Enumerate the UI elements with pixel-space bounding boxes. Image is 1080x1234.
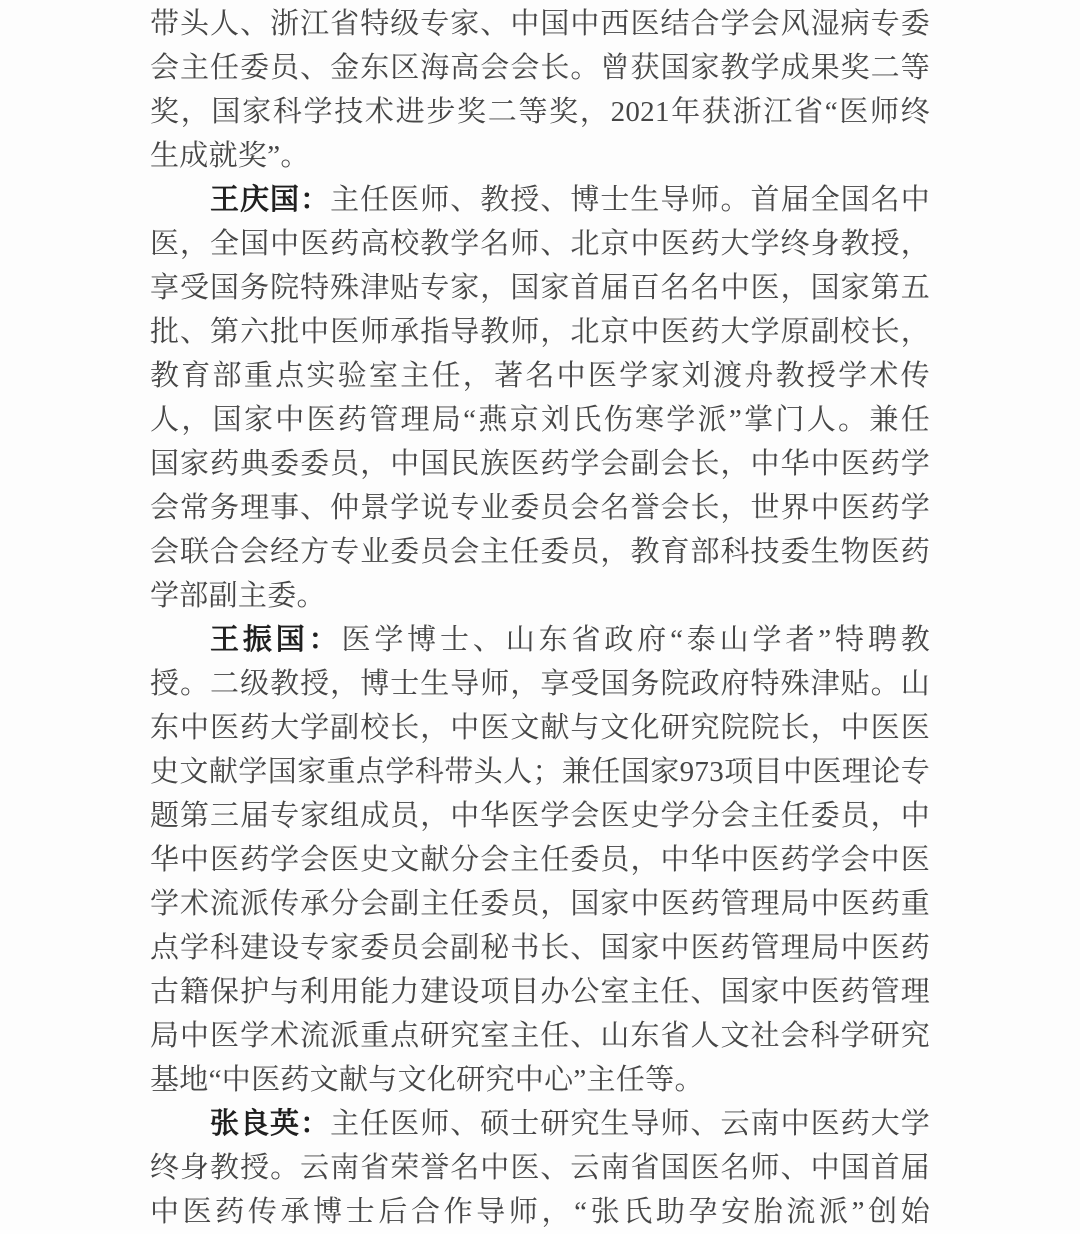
person-name: 张良英： <box>210 1108 331 1140</box>
text-line: 古籍保护与利用能力建设项目办公室主任、国家中医药管理 <box>150 976 930 1008</box>
text-line: 会常务理事、仲景学说专业委员会名誉会长，世界中医药学 <box>150 492 930 524</box>
text-line: 基地“中医药文献与文化研究中心”主任等。 <box>150 1064 704 1096</box>
text-line: 国家药典委委员，中国民族医药学会副会长，中华中医药学 <box>150 448 930 480</box>
text-line: 终身教授。云南省荣誉名中医、云南省国医名师、中国首届 <box>150 1152 930 1184</box>
text-line: 张良英：主任医师、硕士研究生导师、云南中医药大学 <box>210 1108 930 1140</box>
text-line: 享受国务院特殊津贴专家，国家首届百名名中医，国家第五 <box>150 272 930 304</box>
text-line: 带头人、浙江省特级专家、中国中西医结合学会风湿病专委 <box>150 8 930 40</box>
person-name: 王振国： <box>210 624 342 656</box>
text-line: 学部副主委。 <box>150 580 326 612</box>
bio-zhang-liangying <box>150 1102 930 1234</box>
text-line: 中医药传承博士后合作导师，“张氏助孕安胎流派”创始 <box>150 1196 930 1228</box>
text-line: 教育部重点实验室主任，著名中医学家刘渡舟教授学术传 <box>150 360 930 392</box>
text-line: 王庆国：主任医师、教授、博士生导师。首届全国名中 <box>210 184 930 216</box>
text-line: 批、第六批中医师承指导教师，北京中医药大学原副校长， <box>150 316 930 348</box>
text-line: 授。二级教授，博士生导师，享受国务院政府特殊津贴。山 <box>150 668 930 700</box>
bio-wang-zhenguo <box>150 618 930 1102</box>
text-line: 会联合会经方专业委员会主任委员，教育部科技委生物医药 <box>150 536 930 568</box>
document-text-block <box>150 2 930 1234</box>
bio-wang-qingguo <box>150 178 930 618</box>
text-line: 王振国：医学博士、山东省政府“泰山学者”特聘教 <box>210 624 930 656</box>
text-line: 华中医药学会医史文献分会主任委员，中华中医药学会中医 <box>150 844 930 876</box>
text-line: 点学科建设专家委员会副秘书长、国家中医药管理局中医药 <box>150 932 930 964</box>
paragraph-continuation <box>150 2 930 178</box>
text-line: 学术流派传承分会副主任委员，国家中医药管理局中医药重 <box>150 888 930 920</box>
text-line: 人，国家中医药管理局“燕京刘氏伤寒学派”掌门人。兼任 <box>150 404 930 436</box>
person-name: 王庆国： <box>210 184 331 216</box>
text-line: 生成就奖”。 <box>150 140 310 172</box>
text-line: 史文献学国家重点学科带头人；兼任国家973项目中医理论专 <box>150 756 930 788</box>
text-line: 题第三届专家组成员，中华医学会医史学分会主任委员，中 <box>150 800 930 832</box>
text-line: 医，全国中医药高校教学名师、北京中医药大学终身教授， <box>150 228 930 260</box>
text-line: 局中医学术流派重点研究室主任、山东省人文社会科学研究 <box>150 1020 930 1052</box>
text-line: 东中医药大学副校长，中医文献与文化研究院院长，中医医 <box>150 712 930 744</box>
text-line: 会主任委员、金东区海高会会长。曾获国家教学成果奖二等 <box>150 52 930 84</box>
text-line: 奖，国家科学技术进步奖二等奖，2021年获浙江省“医师终 <box>150 96 930 128</box>
